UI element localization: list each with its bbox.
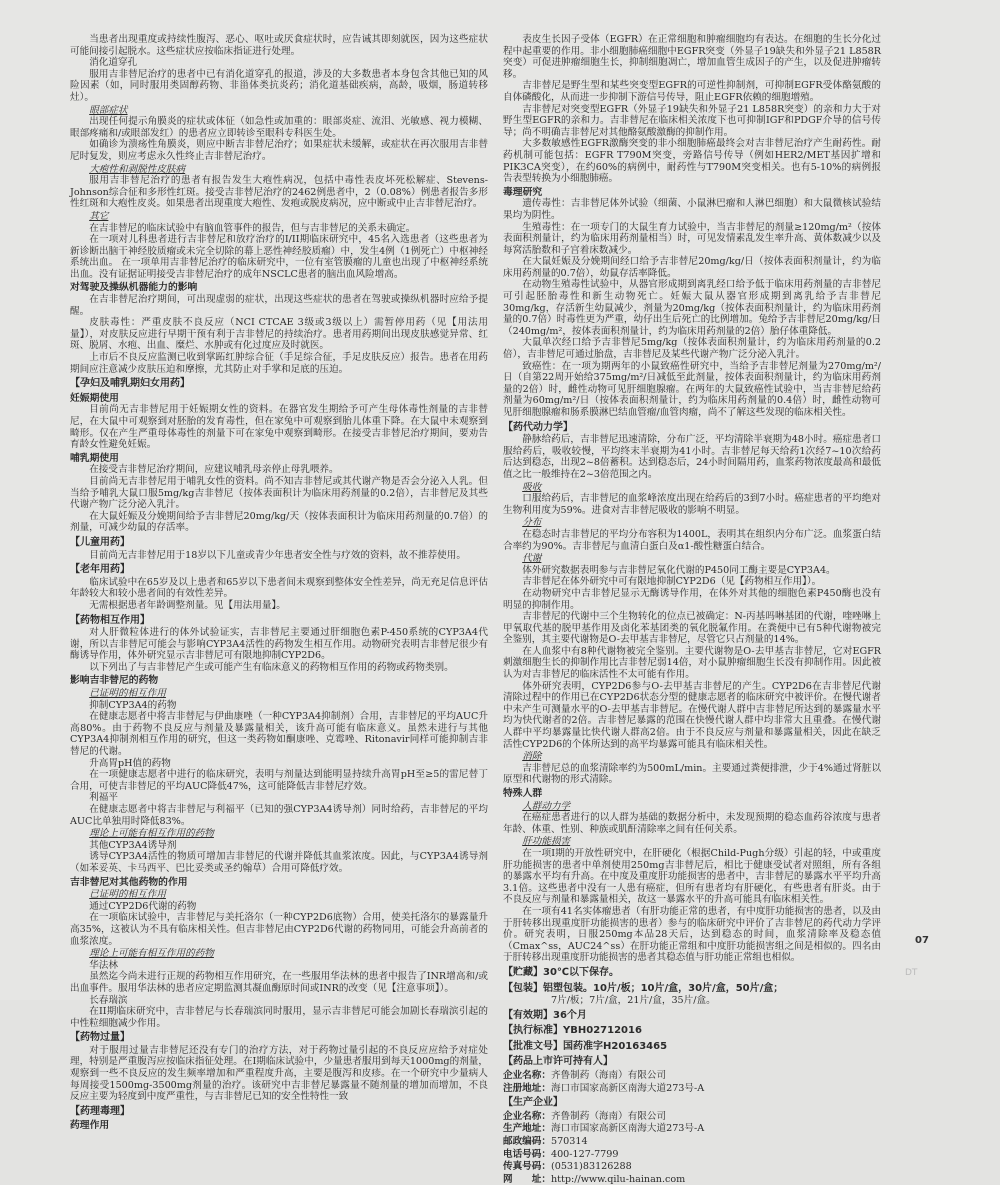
paragraph: 在吉非替尼的临床试验中有脑血管事件的报告，但与吉非替尼的关系未确定。	[89, 222, 416, 234]
paragraph: 在一项临床试验中，吉非替尼与美托洛尔（一种CYP2D6底物）合用，使美托洛尔的暴露量升高35%，这被认为不具有临床相关性。但吉非替尼由CYP2D6代谢的药物同用，可能会升高前者的血浆浓度。	[70, 912, 488, 947]
paragraph: 体外研究数据表明参与吉非替尼氧化代谢的P450同工酶主要是CYP3A4。	[522, 564, 836, 576]
paragraph: 华法林	[89, 959, 118, 971]
paragraph: 临床试验中在65岁及以上患者和65岁以下患者间未观察到整体安全性差异，尚无充足信息评估年龄较大和较小患者间的有效性差异。	[70, 576, 488, 600]
paragraph: 致癌性：在一项为期两年的小鼠致癌性研究中，当给予吉非替尼剂量为270mg/m²/日（自第22周开始给375mg/m²/日减低至此剂量，按体表面积剂量计，约为临床用药剂量的2倍）时，雌性动物可见肝细胞腺瘤。在两年的大鼠致癌性试验中，当吉非替尼给药剂量为60mg/m²/日（按体表面积剂量计，约为临床用药剂量的0.4倍）时，雌性动物可见肝细胞腺瘤和肠系膜淋巴结血管瘤/血管肉瘤，尚不了解这些发现的临床相关性。	[503, 360, 881, 418]
bracket-heading: 【儿童用药】	[70, 536, 130, 548]
info-value: 570314	[550, 1136, 588, 1148]
info-value: 齐鲁制药（海南）有限公司	[550, 1070, 667, 1082]
info-label: 企业名称：	[503, 1110, 551, 1122]
info-label: 企业名称：	[503, 1070, 551, 1082]
paragraph: 在大鼠妊娠及分娩期间给予吉非替尼20mg/kg/天（按体表面积计为临床用药剂量的0.7倍）的剂量，可减少幼鼠的存活率。	[70, 510, 488, 534]
paragraph: 上市后不良反应监测已收到掌跖红肿综合征（手足综合征，手足皮肤反应）报告。患者在用药期间应注意减少皮肤压迫和摩擦，尤其防止对手掌和足底的压迫。	[70, 352, 488, 375]
bracket-heading: 【药物过量】	[70, 1032, 130, 1044]
section-heading: 哺乳期使用	[70, 452, 119, 464]
paragraph: 吉非替尼总的血浆清除率约为500mL/min。主要通过粪便排泄，少于4%通过肾脏以原型和代谢物的形式清除。	[503, 762, 881, 786]
paragraph: 其他CYP3A4诱导剂	[89, 839, 177, 851]
bracket-heading: 【老年用药】	[70, 564, 130, 576]
paragraph: 在动物生殖毒性试验中，从器官形成期到离乳经口给予低于临床用药剂量的吉非替尼可引起胚胎毒性和新生动物死亡。妊娠大鼠从器官形成期到离乳给予吉非替尼30mg/kg，存活新生幼鼠减少，剂量为20mg/kg（按体表面积剂量计，约为临床用药剂量的0.7倍）时毒性更为严重，幼仔出生后死亡的比例增加。兔给予吉非替尼20mg/kg/日（240mg/m²，按体表面积剂量计，约为临床用药剂量的2倍）胎仔体重降低。	[503, 279, 881, 337]
bracket-heading: 【药品上市许可持有人】	[503, 1056, 613, 1068]
info-value: (0531)83126288	[550, 1161, 632, 1173]
section-heading: 吉非替尼对其他药物的作用	[70, 876, 188, 888]
paragraph: 吉非替尼是野生型和某些突变型EGFR的可逆性抑制剂，可抑制EGFR受体酪氨酸的自体磷酸化，从而进一步抑制下游信号传导，阻止EGFR依赖的细胞增殖。	[503, 80, 881, 103]
subheading: 人群动力学	[522, 800, 571, 812]
paragraph: 升高胃pH值的药物	[89, 757, 171, 769]
paragraph: 遗传毒性：吉非替尼体外试验（细菌、小鼠淋巴瘤和人淋巴细胞）和大鼠微核试验结果均为阴性。	[503, 198, 881, 221]
subheading: 分布	[522, 517, 542, 529]
paragraph: 目前尚无吉非替尼用于18岁以下儿童或青少年患者安全性与疗效的资料，故不推荐使用。	[89, 549, 466, 561]
section-heading: 对驾驶及操纵机器能力的影响	[70, 282, 198, 294]
subheading: 眼部症状	[89, 104, 128, 116]
paragraph: 在吉非替尼治疗期间，可出现虚弱的症状，出现这些症状的患者在驾驶或操纵机器时应给予提醒。	[70, 294, 488, 317]
info-label: 生产地址：	[503, 1123, 551, 1135]
info-value: 齐鲁制药（海南）有限公司	[550, 1110, 667, 1122]
paragraph: 大多数敏感性EGFR激酶突变的非小细胞肺癌最终会对吉非替尼治疗产生耐药性。耐药机制可能包括：EGFR T790M突变，旁路信号传导（例如HER2/MET基因扩增和PIK3CA突变），在约60%的病例中，耐药性与T790M突变相关。也有5-10%的病例报告表型转换为小细胞肺癌。	[503, 138, 881, 185]
bracket-heading: 【孕妇及哺乳期妇女用药】	[70, 378, 190, 390]
paragraph: 在大鼠妊娠及分娩期间经口给予吉非替尼20mg/kg/日（按体表面积剂量计，约为临床用药剂量的0.7倍），幼鼠存活率降低。	[503, 256, 881, 279]
paragraph: 在II期临床研究中，吉非替尼与长春瑞滨同时服用，显示吉非替尼可能会加剧长春瑞滨引起的中性粒细胞减少作用。	[70, 1006, 488, 1029]
paragraph: 如确诊为溃疡性角膜炎，则应中断吉非替尼治疗；如果症状未缓解，或症状在再次服用吉非替尼时复发，则应考虑永久性终止吉非替尼治疗。	[70, 139, 488, 162]
info-row	[503, 1083, 881, 1095]
subheading: 肝功能损害	[522, 836, 571, 848]
paragraph: 对人肝微粒体进行的体外试验证实，吉非替尼主要通过肝细胞色素P-450系统的CYP3A4代谢，所以吉非替尼可能会与影响CYP3A4活性的药物发生相互作用。动物研究表明吉非替尼很少有酶诱导作用，体外研究显示吉非替尼可有限地抑制CYP2D6。	[70, 627, 488, 662]
subheading: 已证明的相互作用	[89, 889, 166, 901]
paragraph: 在接受吉非替尼治疗期间，应建议哺乳母亲停止母乳喂养。	[89, 464, 339, 476]
info-label: 网 址：	[503, 1173, 551, 1185]
paragraph: 在稳态时吉非替尼的平均分布容积为1400L，表明其在组织内分布广泛。血浆蛋白结合率约为90%。吉非替尼与血清白蛋白及α1-酸性糖蛋白结合。	[503, 528, 881, 552]
info-row	[503, 1149, 881, 1161]
paragraph: 目前尚无吉非替尼用于哺乳女性的资料。尚不知吉非替尼或其代谢产物是否会分泌入人乳。但当给予哺乳大鼠口服5mg/kg吉非替尼（按体表面积计为临床用药剂量的0.2倍），吉非替尼及其些代谢产物广泛分泌入乳汁。	[70, 475, 488, 511]
section-heading: 妊娠期使用	[70, 392, 119, 404]
subheading: 已证明的相互作用	[89, 688, 166, 700]
bracket-heading: 【执行标准】YBH02712016	[503, 1025, 642, 1037]
paragraph: 诱导CYP3A4活性的物质可增加吉非替尼的代谢并降低其血浆浓度。因此，与CYP3A4诱导剂（如苯妥英、卡马西平、巴比妥类或圣约翰草）合用可降低疗效。	[70, 851, 488, 874]
paragraph: 无需根据患者年龄调整剂量。见【用法用量】。	[89, 599, 286, 611]
info-row	[503, 1123, 881, 1135]
bracket-heading: 【批准文号】国药准字H20163465	[503, 1040, 668, 1052]
info-label: 注册地址：	[503, 1082, 551, 1094]
bracket-heading: 【生产企业】	[503, 1097, 563, 1109]
subheading: 理论上可能有相互作用的药物	[89, 828, 214, 840]
bracket-heading: 【药代动力学】	[503, 421, 573, 433]
bracket-heading: 【药理毒理】	[70, 1105, 130, 1117]
info-row	[503, 1111, 881, 1123]
info-row	[503, 1136, 881, 1148]
bracket-heading: 【药物相互作用】	[70, 614, 150, 626]
paragraph: 当患者出现重度或持续性腹泻、恶心、呕吐或厌食症状时，应告诫其即刻就医，因为这些症状可能间接引起脱水。这些症状应按临床指证进行处理。	[70, 34, 488, 57]
paragraph: 服用吉非替尼治疗的患者中已有消化道穿孔的报道，涉及的大多数患者本身包含其他已知的风险因素（如，同时服用类固醇药物、非甾体类抗炎药；消化道基础疾病，高龄，吸烟，肠道转移灶）。	[70, 68, 488, 103]
subheading: 其它	[89, 210, 109, 222]
section-heading: 药理作用	[70, 1120, 110, 1132]
info-value: 海口市国家高新区南海大道273号-A	[550, 1082, 705, 1094]
info-row	[503, 1174, 881, 1185]
info-label: 邮政编码：	[503, 1136, 551, 1148]
paragraph: 皮肤毒性：严重皮肤不良反应（NCI CTCAE 3级或3级以上）需暂停用药（见【用法用量】），对皮肤反应进行早期干预有利于吉非替尼的持续治疗。患者用药期间出现皮肤感觉异常、红斑、脱屑、水疱、出血、糜烂、水肿或有化过度应及时就医。	[70, 317, 488, 352]
paragraph: 吉非替尼在体外研究中可有限地抑制CYP2D6（见【药物相互作用】）。	[522, 576, 822, 588]
continuation-line: 7片/板；7片/盒，21片/盒，35片/盒。	[551, 995, 716, 1007]
section-heading: 影响吉非替尼的药物	[70, 675, 159, 687]
info-value: 400-127-7799	[550, 1148, 619, 1160]
paragraph: 通过CYP2D6代谢的药物	[89, 900, 197, 912]
subheading: 吸收	[522, 481, 542, 493]
paragraph: 体外研究表明，CYP2D6参与O-去甲基吉非替尼的产生。CYP2D6在吉非替尼代谢清除过程中的作用已在CYP2D6状态分型的健康志愿者的临床研究中被评价。在慢代谢者中未产生可测量水平的O-去甲基吉非替尼。在慢代谢人群中吉非替尼所达到的暴露量水平均为快代谢者的2倍。吉非替尼暴露的范围在快慢代谢人群中均非常大且重叠。在慢代谢人群中平均暴露量比快代谢人群高2倍。由于不良反应与剂量和暴露量相关，因此在缺乏活性CYP2D6的个体所达到的高平均暴露可能具有临床相关性。	[503, 680, 881, 750]
paragraph: 在一项健康志愿者中进行的临床研究，表明与剂量达到能明显持续升高胃pH至≥5的雷尼替丁合用，可使吉非替尼的平均AUC降低47%，这可能降低吉非替尼疗效。	[70, 769, 488, 792]
paragraph: 服用吉非替尼治疗的患者有报告发生大疱性病况，包括中毒性表皮坏死松解症、Stevens-Johnson综合征和多形性红斑。接受吉非替尼治疗的2462例患者中，2（0.08%）例患者报告多形性红斑和大疱性皮炎。如果患者出现重度大疱性、发疱或脱皮病况，应中断或中止吉非替尼治疗。	[70, 175, 488, 210]
paragraph: 在人血浆中有8种代谢物被完全鉴别。主要代谢物是O-去甲基吉非替尼，它对EGFR刺激细胞生长的抑制作用比吉非替尼弱14倍，对小鼠肿瘤细胞生长没有抑制作用。因此被认为对吉非替尼的临床活性不太可能有作用。	[503, 645, 881, 681]
paragraph: 抑制CYP3A4的药物	[89, 699, 177, 711]
subheading: 消除	[522, 751, 542, 763]
paragraph: 在健康志愿者中将吉非替尼与伊曲康唑（一种CYP3A4抑制剂）合用，吉非替尼的平均AUC升高80%。由于药物不良反应与剂量及暴露量相关，该升高可能有临床意义。虽然未进行与其他CYP3A4抑制剂相互作用的研究，但这一类药物如酮康唑、克霉唑、Ritonavir同样可能抑制吉非替尼的代谢。	[70, 711, 488, 758]
paragraph: 吉非替尼对突变型EGFR（外显子19缺失和外显子21 L858R突变）的亲和力大于对野生型EGFR的亲和力。吉非替尼在临床相关浓度下也可抑制IGF和PDGF介导的信号传导；尚不明确吉非替尼对其他酪氨酸激酶的抑制作用。	[503, 103, 881, 138]
paragraph: 大鼠单次经口给予吉非替尼5mg/kg（按体表面积剂量计，约为临床用药剂量的0.2倍），吉非替尼可通过胎盘，吉非替尼及某些代谢产物广泛分泌入乳汁。	[503, 337, 881, 361]
subheading: 大疱性和剥脱性皮肤病	[89, 163, 186, 175]
section-heading: 特殊人群	[503, 788, 543, 799]
subheading: 代谢	[522, 553, 542, 565]
bracket-heading: 【贮藏】30℃以下保存。	[503, 966, 620, 978]
info-row	[503, 1070, 881, 1082]
bracket-heading: 【有效期】36个月	[503, 1009, 587, 1021]
paragraph: 出现任何提示角膜炎的症状或体征（如急性或加重的：眼部炎症、流泪、光敏感、视力模糊、眼部疼痛和/或眼部发红）的患者应立即转诊至眼科专科医生处。	[70, 116, 488, 139]
info-row	[503, 1161, 881, 1173]
right-column	[503, 34, 882, 1185]
bracket-heading: 【包装】铝塑包装。10片/板；10片/盒，30片/盒，50片/盒；	[503, 982, 784, 994]
paragraph: 口服给药后，吉非替尼的血浆峰浓度出现在给药后的3到7小时。癌症患者的平均绝对生物利用度为59%。进食对吉非替尼吸收的影响不明显。	[503, 493, 881, 516]
subheading: 理论上可能有相互作用的药物	[89, 948, 214, 960]
paragraph: 吉非替尼的代谢中三个生物转化的位点已被确定：N-丙基吗啉基团的代谢，喹唑啉上甲氧取代基的脱甲基作用及卤化苯基团类的氧化脱氟作用。在粪便中已有5种代谢物被完全鉴别，其主要代谢物是O-去甲基吉非替尼，尽管它只占剂量的14%。	[503, 611, 881, 646]
page-number: 07	[915, 935, 929, 946]
paragraph: 在癌症患者进行的以人群为基础的数据分析中，未发现预期的稳态血药谷浓度与患者年龄、体重、性别、种族或肌酐清除率之间有任何关系。	[503, 812, 881, 835]
paragraph: 静脉给药后，吉非替尼迅速清除，分布广泛，平均清除半衰期为48小时。癌症患者口服给药后，吸收较慢，平均终末半衰期为41小时。吉非替尼每天给药1次经7~10次给药后达到稳态，出现2~8倍蓄积。达到稳态后，24小时间隔用药，血浆药物浓度最高和最低值之比一般维持在2~3倍范围之内。	[503, 434, 881, 480]
left-column	[70, 34, 488, 1132]
paragraph: 在一项对儿科患者进行吉非替尼和放疗治疗的I/II期临床研究中，45名入选患者（这些患者为新诊断出脑干神经胶质瘤或未完全切除的幕上恶性神经胶质瘤）中，发生4例（1例死亡）中枢神经系统出血。 在一项单用吉非替尼治疗的临床研究中，一位有室管膜瘤的儿童也出现了中枢神经系统出血。没有证据证明接受吉非替尼治疗的成年NSCLC患者的脑出血风险增高。	[70, 234, 488, 280]
paragraph: 生殖毒性：在一项专门的大鼠生育力试验中，当吉非替尼的剂量≥120mg/m²（按体表面积剂量计，约为临床用药剂量相当）时，可见发情素乱发生率升高、黄体数减少以及每窝活胎数和子宫着床数减少。	[503, 221, 881, 256]
paragraph: 长春瑞滨	[89, 994, 128, 1006]
paragraph: 虽然迄今尚未进行正规的药物相互作用研究，在一些服用华法林的患者中报告了INR增高和/或出血事件。服用华法林的患者应定期监测其凝血酶原时间或INR的改变（见【注意事项】）。	[70, 971, 488, 994]
info-label: 传真号码：	[503, 1161, 551, 1173]
paragraph: 以下列出了与吉非替尼产生或可能产生有临床意义的药物相互作用的药物或药物类别。	[89, 661, 454, 673]
section-heading: 毒理研究	[503, 186, 543, 198]
paragraph: 在健康志愿者中将吉非替尼与利福平（已知的强CYP3A4诱导剂）同时给药，吉非替尼的平均AUC比单独用时降低83%。	[70, 804, 488, 827]
paragraph: 在一项I期的开放性研究中，在肝硬化（根据Child-Pugh分级）引起的轻，中或重度肝功能损害的患者中单剂使用250mg吉非替尼后，相比于健康受试者对照组，所有各组的暴露水平均有升高。在中度及重度肝功能损害的患者中，吉非替尼的暴露水平平均升高3.1倍。这些患者中没有一人患有癌症，但所有患者均有肝硬化，有些患者有肝炎。由于不良反应与剂量和暴露量相关，故这一暴露水平的升高可能具有临床相关性。	[503, 847, 881, 906]
paragraph: 在动物研究中吉非替尼显示无酶诱导作用，在体外对其他的细胞色素P450酶也没有明显的抑制作用。	[503, 587, 882, 611]
paragraph: 消化道穿孔	[89, 57, 138, 69]
corner-mark: DT	[905, 968, 918, 978]
info-label: 电话号码：	[503, 1148, 551, 1160]
info-value: 海口市国家高新区南海大道273号-A	[550, 1123, 705, 1135]
paragraph: 利福平	[89, 792, 118, 804]
paragraph: 在一项有41名实体瘤患者（有肝功能正常的患者，有中度肝功能损害的患者，以及由于肝转移出现重度肝功能损害的患者）参与的临床研究中评价了吉非替尼的药代动力学评价。研究表明，日服250mg本品28天后，达到稳态的时间，血浆清除率及稳态值（Cmax^ss，AUC24^ss）在肝功能正常组和中度肝功能损害组之间是相似的。四名由于肝转移出现重度肝功能损害的患者其稳态值与肝功能正常组也相似。	[503, 905, 881, 964]
paragraph: 目前尚无吉非替尼用于妊娠期女性的资料。在器官发生期给予可产生母体毒性剂量的吉非替尼，在大鼠中可观察到对胚胎的发育毒性，但在家兔中可观察到胎儿体重下降。在大鼠中未观察到畸形。仅在产生严重母体毒性的剂量下可在家兔中观察到畸形。在接受吉非替尼治疗期间，要劝告育龄女性避免妊娠。	[70, 404, 488, 451]
paragraph: 表皮生长因子受体（EGFR）在正常细胞和肿瘤细胞均有表达。在细胞的生长分化过程中起重要的作用。非小细胞肺癌细胞中EGFR突变（外显子19缺失和外显子21 L858R突变）可促进肿瘤细胞生长，抑制细胞凋亡，增加血管生成因子的产生，以及促进肿瘤转移。	[503, 34, 881, 80]
info-value: http://www.qilu-hainan.com	[550, 1173, 686, 1185]
paragraph: 对于服用过量吉非替尼还没有专门的治疗方法，对于药物过量引起的不良反应应给予对症处理，特别是严重腹泻应按临床指征处理。在I期临床试验中，少量患者服用到每天1000mg的剂量，观察到一些不良反应的发生频率增加和严重程度升高，主要是腹泻和皮疹。在一个研究中少量病人每周接受1500mg-3500mg剂量的治疗。该研究中吉非替尼暴露量不随剂量的增加而增加，不良反应主要为轻度到中度严重性，与吉非替尼已知的安全性特性一致	[70, 1044, 488, 1103]
